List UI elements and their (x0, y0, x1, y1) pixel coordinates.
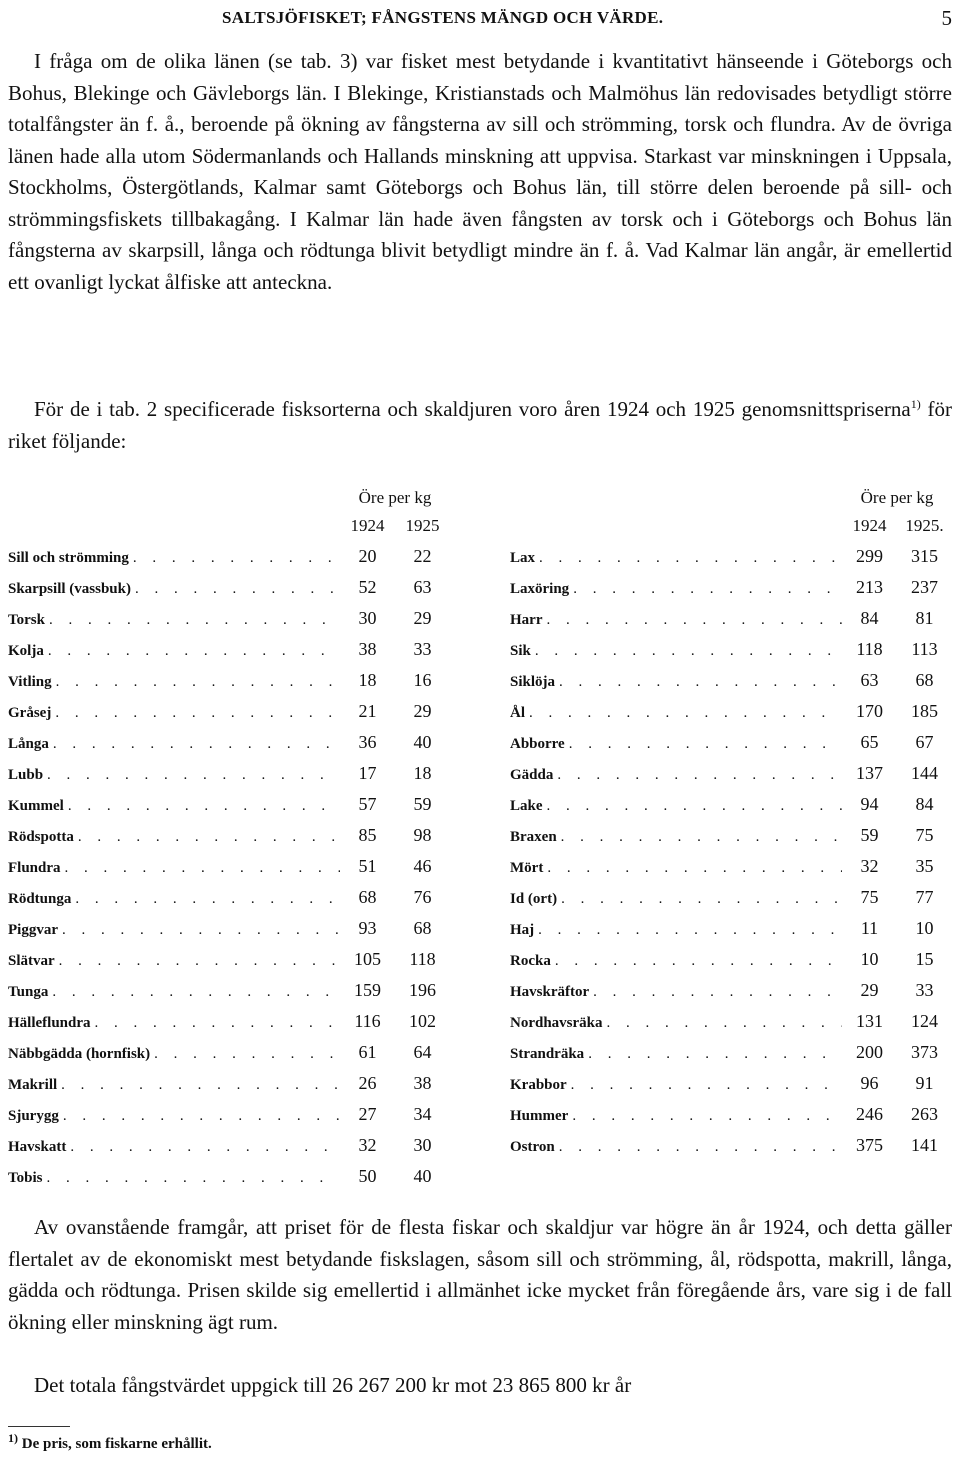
table-row (510, 1135, 952, 1166)
fish-name: Kummel (8, 798, 64, 814)
price-1924: 63 (860, 670, 879, 690)
fish-name: Näbbgädda (hornfisk) (8, 1046, 151, 1062)
year-1924-header: 1924 (852, 516, 887, 535)
price-1925: 81 (915, 608, 934, 628)
price-1924: 21 (358, 701, 377, 721)
table-row (510, 763, 952, 794)
table-row (8, 670, 450, 701)
table-row (8, 1011, 450, 1042)
price-1925: 10 (915, 918, 934, 938)
fish-name: Gädda (510, 767, 554, 783)
table-row (510, 577, 952, 608)
table-row (510, 1011, 952, 1042)
price-1925: 35 (915, 856, 934, 876)
price-1925: 196 (409, 980, 436, 1000)
price-1925: 68 (413, 918, 432, 938)
table-row (510, 1073, 952, 1104)
price-1924: 29 (860, 980, 879, 1000)
price-1925: 237 (911, 577, 938, 597)
fish-name: Mört (510, 860, 544, 876)
table-row (510, 732, 952, 763)
dot-leader (48, 643, 340, 660)
dot-leader (95, 1015, 340, 1032)
table-row (8, 794, 450, 825)
fish-name: Siklöja (510, 674, 556, 690)
price-1924: 75 (860, 887, 879, 907)
fish-name: Tunga (8, 984, 49, 1000)
fish-name: Lax (510, 550, 536, 566)
price-1924: 38 (358, 639, 377, 659)
price-1924: 61 (358, 1042, 377, 1062)
price-1925: 315 (911, 546, 938, 566)
table-row (8, 980, 450, 1011)
price-1924: 11 (860, 918, 879, 938)
dot-leader (56, 674, 340, 691)
footnote-text: De pris, som fiskarne erhållit. (18, 1436, 212, 1452)
fish-name: Sik (510, 643, 531, 659)
dot-leader (535, 643, 842, 660)
dot-leader (70, 1139, 340, 1156)
dot-leader (133, 550, 340, 567)
price-1925: 141 (911, 1135, 938, 1155)
table-row (8, 701, 450, 732)
dot-leader (52, 984, 340, 1001)
price-1925: 16 (413, 670, 432, 690)
table-row (510, 949, 952, 980)
fish-name: Slätvar (8, 953, 55, 969)
dot-leader (135, 581, 340, 598)
table-row (8, 856, 450, 887)
price-1925: 84 (915, 794, 934, 814)
price-1924: 20 (358, 546, 377, 566)
price-1924: 18 (358, 670, 377, 690)
price-1924: 375 (856, 1135, 883, 1155)
price-1925: 40 (413, 732, 432, 752)
table-row (510, 1042, 952, 1073)
table-row (510, 887, 952, 918)
table-row (510, 918, 952, 949)
price-1924: 32 (358, 1135, 377, 1155)
table-row (8, 949, 450, 980)
table-row (510, 639, 952, 670)
price-1925: 29 (413, 608, 432, 628)
dot-leader (75, 891, 340, 908)
price-1924: 50 (358, 1166, 377, 1186)
dot-leader (555, 953, 842, 970)
price-1925: 144 (911, 763, 938, 783)
fish-name: Havskräftor (510, 984, 590, 1000)
table-rows (510, 546, 952, 1166)
fish-name: Sill och strömming (8, 550, 129, 566)
fish-name: Piggvar (8, 922, 58, 938)
fish-name: Nordhavsräka (510, 1015, 603, 1031)
fish-name: Hälleflundra (8, 1015, 91, 1031)
price-1924: 118 (856, 639, 883, 659)
price-1925: 22 (413, 546, 432, 566)
price-1924: 93 (358, 918, 377, 938)
fish-name: Id (ort) (510, 891, 558, 907)
price-1924: 65 (860, 732, 879, 752)
price-1925: 118 (409, 949, 436, 969)
fish-name: Flundra (8, 860, 61, 876)
dot-leader (588, 1046, 842, 1063)
fish-name: Rödspotta (8, 829, 74, 845)
fish-name: Laxöring (510, 581, 570, 597)
table-row (8, 1135, 450, 1166)
price-1924: 299 (856, 546, 883, 566)
fish-name: Rocka (510, 953, 551, 969)
price-1925: 77 (915, 887, 934, 907)
price-1925: 91 (915, 1073, 934, 1093)
table-row (8, 918, 450, 949)
table-row (510, 1104, 952, 1135)
price-table-right (510, 488, 952, 1166)
dot-leader (47, 767, 340, 784)
fish-name: Ål (510, 705, 525, 721)
dot-leader (539, 550, 842, 567)
table-row (8, 577, 450, 608)
price-1924: 96 (860, 1073, 879, 1093)
price-1925: 185 (911, 701, 938, 721)
dot-leader (55, 705, 340, 722)
dot-leader (593, 984, 842, 1001)
price-table-left (8, 488, 450, 1197)
dot-leader (559, 1139, 842, 1156)
price-1925: 102 (409, 1011, 436, 1031)
price-1925: 67 (915, 732, 934, 752)
final-paragraph: Det totala fångstvärdet uppgick till 26 267 200 kr mot 23 865 800 kr år (34, 1373, 632, 1397)
fish-name: Skarpsill (vassbuk) (8, 581, 131, 597)
year-1924-header: 1924 (350, 516, 385, 535)
price-1925: 40 (413, 1166, 432, 1186)
table-row (8, 608, 450, 639)
fish-name: Sjurygg (8, 1108, 59, 1124)
dot-leader (571, 1077, 842, 1094)
table-row (510, 701, 952, 732)
footnote-reference: 1) (910, 397, 921, 411)
price-1924: 59 (860, 825, 879, 845)
price-1924: 137 (856, 763, 883, 783)
price-1924: 131 (856, 1011, 883, 1031)
dot-leader (557, 767, 842, 784)
dot-leader (547, 860, 842, 877)
fish-name: Ostron (510, 1139, 555, 1155)
price-1925: 68 (915, 670, 934, 690)
price-1925: 29 (413, 701, 432, 721)
table-row (510, 546, 952, 577)
price-1924: 32 (860, 856, 879, 876)
dot-leader (572, 1108, 842, 1125)
price-1924: 17 (358, 763, 377, 783)
dot-leader (78, 829, 340, 846)
price-1925: 76 (413, 887, 432, 907)
fish-name: Lubb (8, 767, 44, 783)
lead-text-end: för riket följande: (8, 397, 952, 453)
price-1924: 246 (856, 1104, 883, 1124)
table-row (8, 887, 450, 918)
column-header (510, 488, 952, 546)
fish-name: Långa (8, 736, 49, 752)
price-1924: 200 (856, 1042, 883, 1062)
page-number: 5 (941, 6, 952, 30)
fish-name: Harr (510, 612, 543, 628)
table-row (510, 794, 952, 825)
price-1925: 64 (413, 1042, 432, 1062)
table-row (510, 856, 952, 887)
dot-leader (561, 891, 842, 908)
fish-name: Havskatt (8, 1139, 67, 1155)
table-row (8, 1104, 450, 1135)
table-rows (8, 546, 450, 1197)
footnote-marker: 1) (8, 1431, 18, 1445)
fish-name: Lake (510, 798, 543, 814)
year-1925-header: 1925 (405, 516, 440, 535)
lead-text: För de i tab. 2 specificerade fisksorterna och skaldjuren voro åren 1924 och 1925 genomsnittspriserna (34, 397, 911, 421)
price-1924: 213 (856, 577, 883, 597)
table-row (8, 639, 450, 670)
price-1924: 68 (358, 887, 377, 907)
price-1925: 15 (915, 949, 934, 969)
price-1924: 159 (354, 980, 381, 1000)
footnote-divider (8, 1426, 70, 1427)
dot-leader (573, 581, 842, 598)
table-row (510, 608, 952, 639)
unit-label: Öre per kg (358, 488, 432, 507)
fish-name: Gråsej (8, 705, 52, 721)
dot-leader (61, 1077, 340, 1094)
fish-name: Tobis (8, 1170, 43, 1186)
fish-name: Torsk (8, 612, 45, 628)
running-header (0, 4, 960, 32)
column-header (8, 488, 450, 546)
price-1924: 52 (358, 577, 377, 597)
price-1925: 38 (413, 1073, 432, 1093)
price-1925: 263 (911, 1104, 938, 1124)
fish-name: Haj (510, 922, 535, 938)
price-1924: 51 (358, 856, 377, 876)
price-1924: 10 (860, 949, 879, 969)
dot-leader (569, 736, 842, 753)
price-1924: 84 (860, 608, 879, 628)
table-row (8, 1073, 450, 1104)
unit-label: Öre per kg (860, 488, 934, 507)
price-1925: 63 (413, 577, 432, 597)
table-row (8, 546, 450, 577)
fish-name: Strandräka (510, 1046, 585, 1062)
price-1924: 30 (358, 608, 377, 628)
price-1924: 36 (358, 732, 377, 752)
price-1924: 27 (358, 1104, 377, 1124)
dot-leader (561, 829, 842, 846)
footnote (8, 1431, 212, 1453)
price-1925: 373 (911, 1042, 938, 1062)
dot-leader (53, 736, 340, 753)
after-table-paragraph: Av ovanstående framgår, att priset för de flesta fiskar och skaldjur var högre än år 1924, och detta gäller flertalet av de ekonomiskt mest betydande fiskslagen, såsom sill och strömming, ål, rödspotta, makrill, långa, gädda och rödtunga. Prisen skilde sig emellertid i allmänhet icke mycket från föregående års, vare sig i de fall ökning eller minskning ägt rum. (8, 1215, 952, 1334)
dot-leader (559, 674, 842, 691)
table-lead-paragraph (8, 394, 952, 457)
table-row (510, 980, 952, 1011)
price-1925: 33 (915, 980, 934, 1000)
price-1925: 18 (413, 763, 432, 783)
dot-leader (63, 1108, 340, 1125)
year-1925-header: 1925. (905, 516, 944, 535)
fish-name: Braxen (510, 829, 557, 845)
table-row (8, 763, 450, 794)
fish-name: Krabbor (510, 1077, 567, 1093)
price-1924: 105 (354, 949, 381, 969)
table-row (8, 732, 450, 763)
dot-leader (62, 922, 340, 939)
table-row (8, 825, 450, 856)
dot-leader (546, 612, 842, 629)
dot-leader (529, 705, 842, 722)
price-1925: 124 (911, 1011, 938, 1031)
price-1925: 33 (413, 639, 432, 659)
dot-leader (68, 798, 340, 815)
fish-name: Kolja (8, 643, 44, 659)
price-1925: 75 (915, 825, 934, 845)
price-1925: 34 (413, 1104, 432, 1124)
table-row (510, 670, 952, 701)
dot-leader (49, 612, 340, 629)
intro-paragraph: I fråga om de olika länen (se tab. 3) var fisket mest betydande i kvantitativt hänseende i Göteborgs och Bohus, Blekinge och Gävleborgs län. I Blekinge, Kristianstads och Malmöhus län redovisades betydligt större totalfångster än f. å., beroende på ökning av fångsterna av sill och strömming, torsk och flundra. Av de övriga länen hade alla utom Södermanlands och Hallands minskning att uppvisa. Starkast var minskningen i Uppsala, Stockholms, Östergötlands, Kalmar samt Göteborgs och Bohus län, till större delen beroende på sill- och strömmingsfiskets tillbakagång. I Kalmar län hade även fångsten av torsk och i Göteborgs och Bohus län fångsterna av skarpsill, långa och rödtunga blivit betydligt mindre än f. å. Vad Kalmar län angår, är emellertid ett ovanligt lyckat ålfiske att anteckna. (8, 49, 952, 294)
fish-name: Rödtunga (8, 891, 72, 907)
price-1925: 59 (413, 794, 432, 814)
dot-leader (538, 922, 842, 939)
price-1924: 170 (856, 701, 883, 721)
dot-leader (607, 1015, 842, 1032)
fish-name: Vitling (8, 674, 52, 690)
price-1924: 94 (860, 794, 879, 814)
price-1925: 46 (413, 856, 432, 876)
price-1925: 98 (413, 825, 432, 845)
price-1925: 113 (911, 639, 938, 659)
dot-leader (547, 798, 842, 815)
fish-name: Makrill (8, 1077, 58, 1093)
fish-name: Abborre (510, 736, 565, 752)
table-row (510, 825, 952, 856)
dot-leader (154, 1046, 340, 1063)
fish-name: Hummer (510, 1108, 569, 1124)
price-1924: 116 (354, 1011, 381, 1031)
price-1924: 85 (358, 825, 377, 845)
dot-leader (65, 860, 340, 877)
dot-leader (59, 953, 340, 970)
dot-leader (46, 1170, 340, 1187)
table-row (8, 1042, 450, 1073)
price-1925: 30 (413, 1135, 432, 1155)
price-1924: 57 (358, 794, 377, 814)
table-row (8, 1166, 450, 1197)
price-1924: 26 (358, 1073, 377, 1093)
running-title: SALTSJÖFISKET; FÅNGSTENS MÄNGD OCH VÄRDE. (222, 8, 664, 27)
